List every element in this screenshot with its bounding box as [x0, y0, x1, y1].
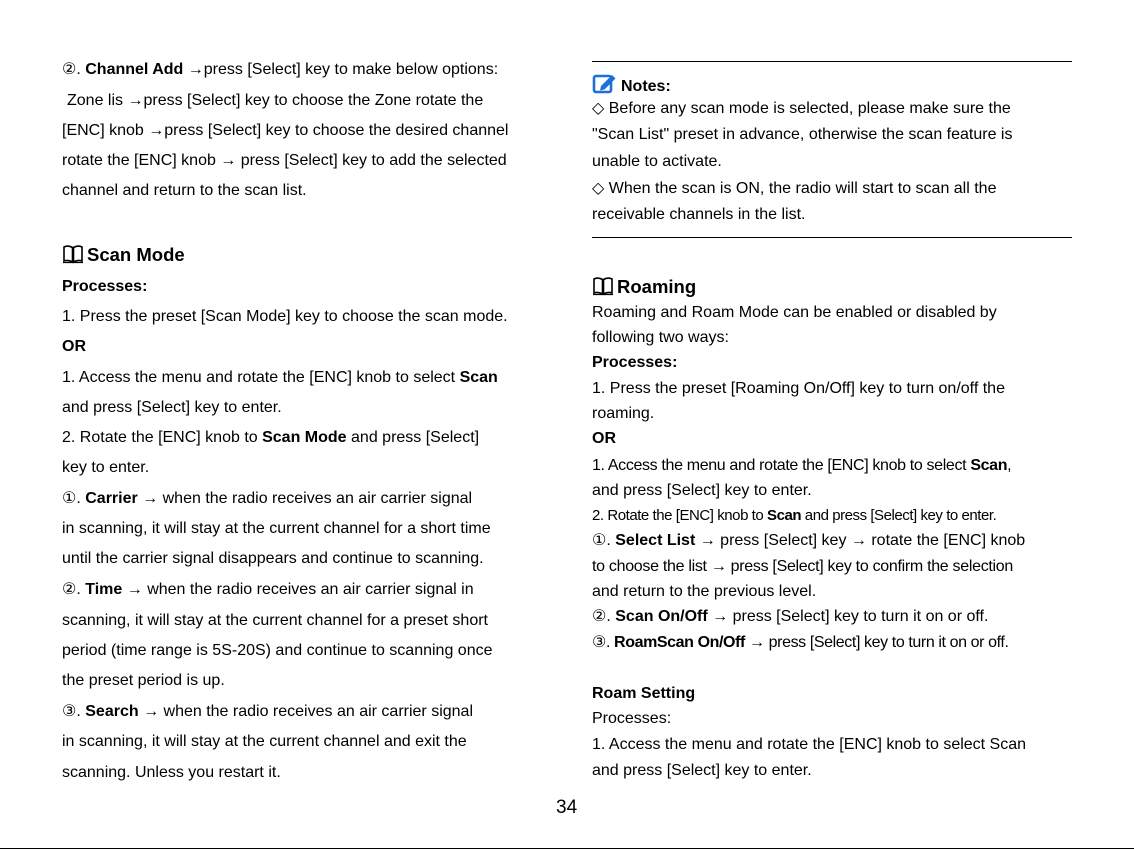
roam-setting-step-1: 1. Access the menu and rotate the [ENC] knob to select Scan	[592, 736, 1027, 753]
note-2-line-2: receivable channels in the list.	[592, 206, 806, 223]
note-2-line-1: ◇ When the scan is ON, the radio will start to scan all the	[592, 180, 997, 197]
scan-mode-processes: Processes:	[62, 278, 148, 295]
carrier-line-2: in scanning, it will stay at the current channel for a short time	[62, 520, 491, 537]
roamscan-on-off-line: ③. RoamScan On/Off → press [Select] key to turn it on or off.	[592, 634, 1009, 651]
carrier-line-1: ①. Carrier → when the radio receives an air carrier signal	[62, 490, 473, 507]
book-icon	[62, 244, 84, 264]
notes-title: Notes:	[592, 72, 671, 97]
roam-setting-heading: Roam Setting	[592, 685, 696, 702]
roaming-step-1-cont: roaming.	[592, 405, 655, 422]
scan-mode-or: OR	[62, 338, 86, 355]
note-1-line-2: "Scan List" preset in advance, otherwise the scan feature is	[592, 126, 1013, 143]
scan-mode-step-1: 1. Press the preset [Scan Mode] key to choose the scan mode.	[62, 308, 508, 325]
roaming-intro-1: Roaming and Roam Mode can be enabled or disabled by	[592, 304, 997, 321]
scan-mode-alt-1: 1. Access the menu and rotate the [ENC] knob to select Scan	[62, 369, 498, 386]
pencil-note-icon	[592, 72, 618, 94]
roaming-intro-2: following two ways:	[592, 329, 729, 346]
time-line-1: ②. Time → when the radio receives an air carrier signal in	[62, 581, 474, 598]
channel-add-title: Channel Add	[85, 61, 184, 78]
time-line-3: period (time range is 5S-20S) and continue to scanning once	[62, 642, 493, 659]
search-line-3: scanning. Unless you restart it.	[62, 764, 281, 781]
note-1-line-3: unable to activate.	[592, 153, 722, 170]
roaming-alt-2: 2. Rotate the [ENC] knob to Scan and press [Select] key to enter.	[592, 507, 997, 524]
carrier-line-3: until the carrier signal disappears and continue to scanning.	[62, 550, 484, 567]
roaming-heading: Roaming	[592, 276, 696, 297]
scan-on-off-line: ②. Scan On/Off → press [Select] key to turn it on or off.	[592, 608, 989, 625]
note-1-line-1: ◇ Before any scan mode is selected, please make sure the	[592, 100, 1011, 117]
channel-add-line-3: [ENC] knob →press [Select] key to choose the desired channel	[62, 122, 509, 139]
notes-top-rule	[592, 61, 1072, 62]
time-line-4: the preset period is up.	[62, 672, 225, 689]
search-line-2: in scanning, it will stay at the current channel and exit the	[62, 733, 467, 750]
search-line-1: ③. Search → when the radio receives an air carrier signal	[62, 703, 473, 720]
roam-setting-step-1-cont: and press [Select] key to enter.	[592, 762, 812, 779]
notes-bottom-rule	[592, 237, 1072, 238]
select-list-line-1: ①. Select List → press [Select] key → rotate the [ENC] knob	[592, 532, 1026, 549]
scan-mode-alt-2-cont: key to enter.	[62, 459, 150, 476]
roaming-or: OR	[592, 430, 616, 447]
select-list-line-2: to choose the list → press [Select] key to confirm the selection	[592, 558, 1014, 575]
scan-mode-heading: Scan Mode	[62, 244, 185, 265]
page-number: 34	[556, 797, 578, 818]
channel-add-line-2: Zone lis →press [Select] key to choose the Zone rotate the	[67, 92, 484, 109]
channel-add-line-1: ②. Channel Add →press [Select] key to make below options:	[62, 61, 499, 78]
roaming-processes: Processes:	[592, 354, 678, 371]
channel-add-line-5: channel and return to the scan list.	[62, 182, 307, 199]
book-icon	[592, 276, 614, 296]
channel-add-line-4: rotate the [ENC] knob → press [Select] key to add the selected	[62, 152, 507, 169]
page-bottom-rule	[0, 848, 1134, 849]
select-list-line-3: and return to the previous level.	[592, 583, 817, 600]
scan-mode-alt-1-cont: and press [Select] key to enter.	[62, 399, 282, 416]
roaming-alt-1: 1. Access the menu and rotate the [ENC] knob to select Scan,	[592, 457, 1012, 474]
roaming-step-1: 1. Press the preset [Roaming On/Off] key to turn on/off the	[592, 380, 1005, 397]
roam-setting-processes: Processes:	[592, 710, 672, 727]
time-line-2: scanning, it will stay at the current channel for a preset short	[62, 612, 488, 629]
roaming-alt-1-cont: and press [Select] key to enter.	[592, 482, 812, 499]
scan-mode-alt-2: 2. Rotate the [ENC] knob to Scan Mode and press [Select]	[62, 429, 480, 446]
